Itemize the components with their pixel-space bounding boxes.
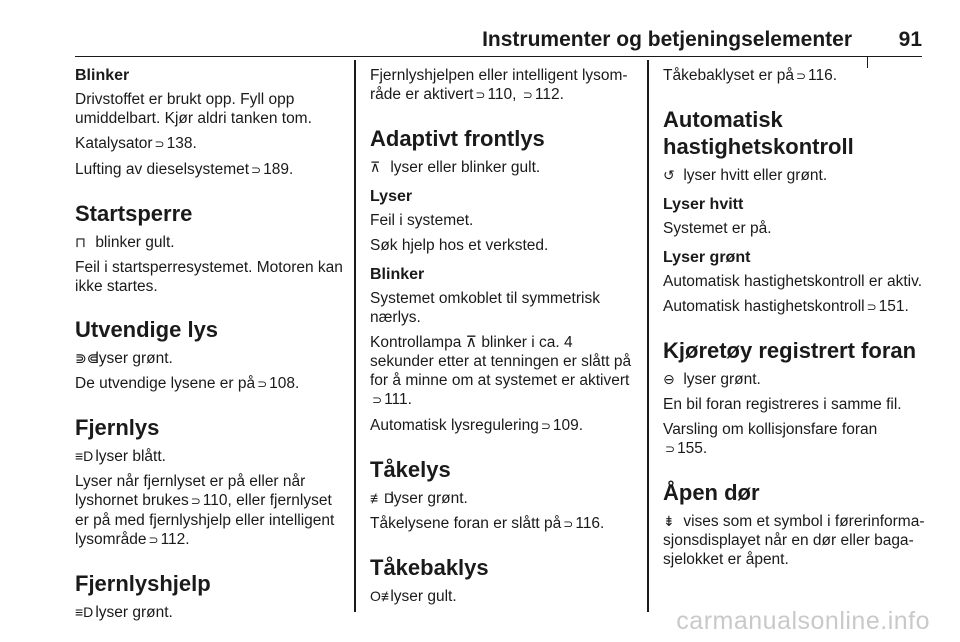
blinker-text-2: Kontrollampa ⊼ blinker i ca. 4 sekunder etter at tenningen er slått på for å minne om at systemet er aktivert⊃ 111. (370, 334, 632, 408)
blinker-text: Drivstoffet er brukt opp. Fyll opp umiddelbart. Kjør aldri tanken tom. (75, 91, 312, 127)
blinker-text-3: Automatisk lysregulering ⊃ 109. (370, 417, 584, 434)
page-ref-icon: ⊃ (795, 69, 807, 83)
column-1 (75, 66, 343, 628)
automatisk-hastighetskontroll-heading: Automatisk hastighetskontroll (663, 107, 854, 159)
page-ref-link[interactable]: 109. (552, 417, 584, 434)
page-ref-icon: ⊃ (372, 393, 383, 407)
cruise-control-icon: ↺ (663, 167, 675, 183)
fog-light-icon: ≢D (370, 490, 395, 506)
lufting-text: Lufting av dieselsystemet ⊃ 189. (75, 161, 294, 178)
watermark: carmanualsonline.info (676, 607, 930, 635)
page-ref-icon: ⊃ (563, 517, 574, 531)
lyser-text-2: Søk hjelp hos et verksted. (370, 237, 549, 254)
fjernlys-heading: Fjernlys (75, 415, 160, 440)
blinker-heading-2: Blinker (370, 266, 425, 283)
startsperre-status: ⊓ blinker gult. (75, 234, 175, 251)
takebaklys-heading: Tåkebaklys (370, 555, 489, 580)
adaptivt-frontlys-heading: Adaptivt frontlys (370, 126, 545, 151)
fjernlys-status: ≡D lyser blått. (75, 448, 166, 465)
column-divider-2 (647, 60, 649, 612)
high-beam-icon: ≡D (75, 448, 94, 464)
takelys-status: ≢D lyser grønt. (370, 490, 468, 507)
fjernlys-text: Lyser når fjernlyset er på eller når lyshornet brukes ⊃ 110, eller fjernlyset er på med fjernlyshjelp eller intelligent lysområde ⊃ 112. (75, 473, 335, 548)
column-divider-1 (354, 60, 356, 612)
rear-fog-light-icon: O≢ (370, 588, 395, 604)
door-open-icon: ⇟ (663, 513, 675, 529)
adaptive-light-icon: ⊼ (465, 334, 477, 351)
adaptivt-frontlys-status: ⊼ lyser eller blinker gult. (370, 159, 541, 176)
page-ref-link[interactable]: 151. (878, 298, 909, 315)
lyser-gront-text-1: Automatisk hastighetskontroll er aktiv. (663, 273, 923, 290)
takelys-heading: Tåkelys (370, 457, 451, 482)
high-beam-assist-icon: ≡D (75, 604, 94, 620)
page-ref-link[interactable]: 116. (575, 515, 605, 532)
takebaklys-status: O≢ lyser gult. (370, 588, 457, 605)
lyser-gront-text-2: Automatisk hastighetskontroll ⊃ 151. (663, 298, 909, 315)
exterior-light-icon: ⋑⋐ (75, 350, 99, 366)
fjernlyshjelp-status: ≡D lyser grønt. (75, 604, 173, 621)
page-ref-link[interactable]: 111. (384, 391, 412, 408)
page-ref-link[interactable]: 112. (160, 531, 190, 548)
startsperre-heading: Startsperre (75, 201, 193, 226)
column-2 (370, 66, 638, 612)
kjoretoy-text-2: Varsling om kollisjonsfare foran ⊃ 155. (663, 421, 878, 457)
utvendige-lys-text: De utvendige lysene er på ⊃ 108. (75, 375, 300, 392)
page-ref-link[interactable]: 138. (166, 135, 197, 152)
kjoretoy-heading: Kjøretøy registrert foran (663, 338, 917, 363)
lyser-hvitt-heading: Lyser hvitt (663, 196, 744, 213)
header-title: Instrumenter og betjeningselementer (482, 28, 852, 51)
page-ref-link[interactable]: 155. (677, 440, 708, 457)
page-ref-icon: ⊃ (665, 442, 676, 456)
page-header (75, 24, 922, 57)
page-ref-link[interactable]: 108. (269, 375, 300, 392)
kjoretoy-text-1: En bil foran registreres i samme fil. (663, 396, 902, 413)
fjernlyshjelp-continued: Fjernlyshjelpen eller intelligent lysområde er aktivert ⊃ 110, ⊃ 112. (370, 67, 628, 103)
immobilizer-icon: ⊓ (75, 234, 86, 250)
page-ref-icon: ⊃ (540, 419, 551, 433)
startsperre-text: Feil i startsperresystemet. Motoren kan ikke startes. (75, 259, 343, 295)
katalysator-text: Katalysator ⊃ 138. (75, 135, 197, 152)
page-ref-icon: ⊃ (475, 88, 486, 102)
lyser-gront-heading: Lyser grønt (663, 249, 751, 266)
page-ref-icon: ⊃ (148, 533, 159, 547)
kjoretoy-status: ⊖ lyser grønt. (663, 371, 761, 388)
page-ref-link[interactable]: 110, (202, 492, 232, 509)
page-ref-icon: ⊃ (190, 494, 201, 508)
blinker-heading: Blinker (75, 67, 130, 84)
lyser-heading: Lyser (370, 188, 413, 205)
page-ref-link[interactable]: 110, (487, 86, 517, 103)
apen-dor-heading: Åpen dør (663, 480, 760, 505)
vehicle-ahead-icon: ⊖ (663, 371, 675, 387)
column-3 (663, 66, 929, 575)
utvendige-lys-status: ⋑⋐ lyser grønt. (75, 350, 173, 367)
lyser-hvitt-text: Systemet er på. (663, 220, 772, 237)
page-number: 91 (898, 28, 922, 51)
ahk-status: ↺ lyser hvitt eller grønt. (663, 167, 828, 184)
takelys-text: Tåkelysene foran er slått på ⊃ 116. (370, 515, 605, 532)
page-ref-link[interactable]: 116. (808, 67, 838, 84)
lyser-text-1: Feil i systemet. (370, 212, 474, 229)
adaptive-light-icon: ⊼ (370, 159, 381, 175)
blinker-text-1: Systemet omkoblet til symmetrisk nærlys. (370, 290, 600, 326)
page-ref-icon: ⊃ (251, 163, 262, 177)
utvendige-lys-heading: Utvendige lys (75, 317, 219, 342)
page-ref-link[interactable]: 189. (263, 161, 294, 178)
takebaklys-continued: Tåkebaklyset er på ⊃ 116. (663, 67, 838, 84)
page-ref-icon: ⊃ (257, 377, 268, 391)
fjernlyshjelp-heading: Fjernlyshjelp (75, 571, 211, 596)
apen-dor-text: ⇟ vises som et symbol i førerinformasjonsdisplayet når en dør eller bagasjelokket er åpent. (663, 513, 925, 568)
page-ref-icon: ⊃ (522, 88, 533, 102)
page-ref-icon: ⊃ (866, 300, 877, 314)
page-ref-link[interactable]: 112. (534, 86, 564, 103)
page-ref-icon: ⊃ (154, 137, 165, 151)
